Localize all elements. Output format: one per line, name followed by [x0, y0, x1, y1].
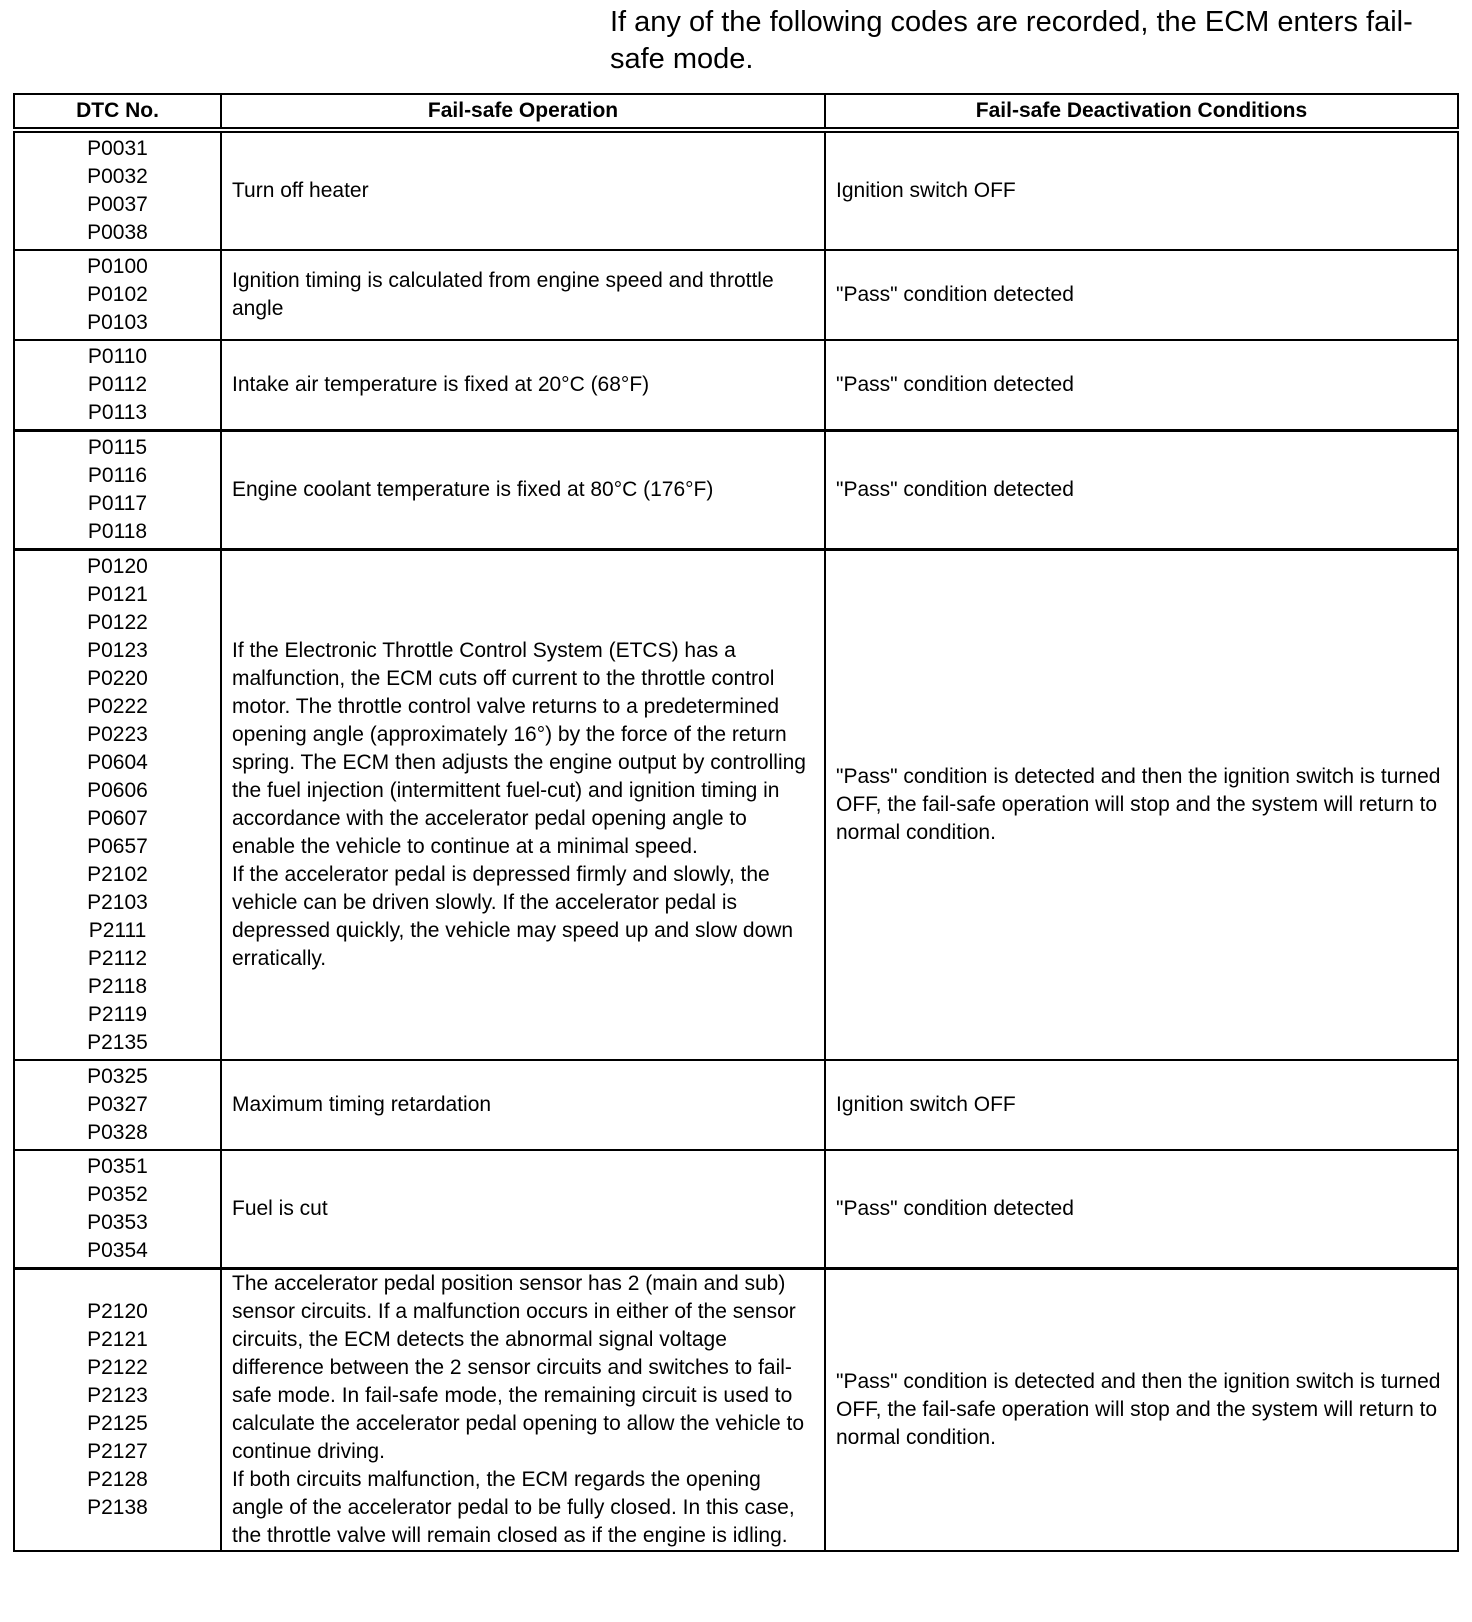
fail-safe-operation-cell — [221, 130, 825, 250]
dtc-code: P0121 — [87, 583, 148, 606]
dtc-code: P2103 — [87, 891, 148, 914]
dtc-code: P0112 — [87, 373, 148, 396]
deactivation-condition-cell: "Pass" condition detected — [825, 1150, 1458, 1269]
dtc-code: P0351 — [87, 1155, 148, 1178]
dtc-code: P0031 — [87, 137, 148, 160]
deactivation-condition-cell: "Pass" condition detected — [825, 250, 1458, 340]
dtc-code: P2122 — [87, 1356, 148, 1379]
dtc-code: P0607 — [87, 807, 148, 830]
operation-paragraph: Turn off heater — [232, 179, 369, 202]
dtc-code: P0037 — [87, 193, 148, 216]
dtc-code: P2138 — [87, 1496, 148, 1519]
dtc-codes-cell — [14, 130, 221, 250]
dtc-codes-cell — [14, 340, 221, 431]
dtc-code: P0223 — [87, 723, 148, 746]
dtc-code: P0328 — [87, 1121, 148, 1144]
operation-paragraph: Ignition timing is calculated from engine speed and throttle angle — [232, 269, 774, 320]
table-row — [14, 1269, 1458, 1552]
operation-paragraph: If the accelerator pedal is depressed firmly and slowly, the vehicle can be driven slowly. If the accelerator pedal is depressed quickly, the vehicle may speed up and slow down erratically. — [232, 863, 794, 970]
dtc-code: P0354 — [87, 1239, 148, 1262]
table-header-row — [14, 94, 1458, 130]
fail-safe-operation-cell — [221, 340, 825, 431]
dtc-codes-cell — [14, 550, 221, 1061]
dtc-code: P2102 — [87, 863, 148, 886]
dtc-codes-cell — [14, 1150, 221, 1269]
dtc-code: P0038 — [87, 221, 148, 244]
dtc-code: P0657 — [87, 835, 148, 858]
dtc-code: P0606 — [87, 779, 148, 802]
dtc-codes-cell — [14, 1269, 221, 1552]
dtc-code: P2121 — [87, 1328, 148, 1351]
operation-paragraph: The accelerator pedal position sensor has 2 (main and sub) sensor circuits. If a malfunction occurs in either of the sensor circuits, the ECM detects the abnormal signal voltage difference between the 2 sensor circuits and switches to fail-safe mode. In fail-safe mode, the remaining circuit is used to calculate the accelerator pedal opening to allow the vehicle to continue driving. — [232, 1272, 805, 1463]
dtc-code: P0222 — [87, 695, 148, 718]
dtc-code: P2128 — [87, 1468, 148, 1491]
table-row — [14, 250, 1458, 340]
dtc-code: P2123 — [87, 1384, 148, 1407]
dtc-code: P0120 — [87, 555, 148, 578]
deactivation-condition-cell: "Pass" condition is detected and then the ignition switch is turned OFF, the fail-safe operation will stop and the system will return to normal condition. — [825, 550, 1458, 1061]
table-row — [14, 431, 1458, 550]
dtc-code: P2135 — [87, 1031, 148, 1054]
dtc-code: P0122 — [87, 611, 148, 634]
dtc-code: P2118 — [87, 975, 148, 998]
dtc-code: P0116 — [87, 464, 148, 487]
dtc-code: P2119 — [87, 1003, 148, 1026]
operation-paragraph: If the Electronic Throttle Control System (ETCS) has a malfunction, the ECM cuts off current to the throttle control motor. The throttle control valve returns to a predetermined opening angle (approximately 16°) by the force of the return spring. The ECM then adjusts the engine output by controlling the fuel injection (intermittent fuel-cut) and ignition timing in accordance with the accelerator pedal opening angle to enable the vehicle to continue at a minimal speed. — [232, 639, 806, 858]
operation-paragraph: Fuel is cut — [232, 1197, 328, 1220]
table-row — [14, 550, 1458, 1061]
dtc-code: P0115 — [87, 436, 148, 459]
deactivation-condition-cell: "Pass" condition detected — [825, 431, 1458, 550]
dtc-code: P2111 — [88, 919, 147, 942]
fail-safe-operation-cell — [221, 1150, 825, 1269]
fail-safe-operation-cell — [221, 1060, 825, 1150]
fail-safe-operation-cell — [221, 250, 825, 340]
dtc-code: P0118 — [87, 520, 148, 543]
operation-paragraph: Intake air temperature is fixed at 20°C (68°F) — [232, 373, 650, 396]
dtc-code: P0325 — [87, 1065, 148, 1088]
deactivation-condition-cell: "Pass" condition is detected and then the ignition switch is turned OFF, the fail-safe operation will stop and the system will return to normal condition. — [825, 1269, 1458, 1552]
dtc-code: P0113 — [87, 401, 148, 424]
deactivation-condition-cell: Ignition switch OFF — [825, 130, 1458, 250]
intro-text: If any of the following codes are recorded, the ECM enters fail-safe mode. — [610, 6, 1413, 75]
operation-paragraph: Maximum timing retardation — [232, 1093, 492, 1116]
table-row — [14, 1150, 1458, 1269]
dtc-codes-cell — [14, 431, 221, 550]
table-row — [14, 340, 1458, 431]
dtc-code: P0220 — [87, 667, 148, 690]
dtc-code: P0032 — [87, 165, 148, 188]
header-deactivation-conditions: Fail-safe Deactivation Conditions — [825, 94, 1458, 130]
table-row — [14, 1060, 1458, 1150]
fail-safe-operation-cell — [221, 431, 825, 550]
dtc-code: P0100 — [87, 255, 148, 278]
table-row — [14, 130, 1458, 250]
header-fail-safe-operation: Fail-safe Operation — [221, 94, 825, 130]
dtc-code: P0102 — [87, 283, 148, 306]
dtc-code: P0604 — [87, 751, 148, 774]
deactivation-condition-cell: "Pass" condition detected — [825, 340, 1458, 431]
operation-paragraph: Engine coolant temperature is fixed at 80°C (176°F) — [232, 478, 714, 501]
dtc-code: P0103 — [87, 311, 148, 334]
dtc-codes-cell — [14, 250, 221, 340]
operation-paragraph: If both circuits malfunction, the ECM regards the opening angle of the accelerator pedal to be fully closed. In this case, the throttle valve will remain closed as if the engine is idling. — [232, 1468, 795, 1547]
dtc-code: P2125 — [87, 1412, 148, 1435]
dtc-code: P0353 — [87, 1211, 148, 1234]
dtc-code: P0117 — [87, 492, 148, 515]
dtc-code: P0352 — [87, 1183, 148, 1206]
fail-safe-operation-cell — [221, 550, 825, 1061]
dtc-code: P2112 — [87, 947, 148, 970]
dtc-code: P0110 — [87, 345, 148, 368]
header-dtc-no: DTC No. — [14, 94, 221, 130]
fail-safe-operation-cell — [221, 1269, 825, 1552]
dtc-code: P2127 — [87, 1440, 148, 1463]
dtc-code: P0327 — [87, 1093, 148, 1116]
dtc-code: P0123 — [87, 639, 148, 662]
deactivation-condition-cell: Ignition switch OFF — [825, 1060, 1458, 1150]
dtc-codes-cell — [14, 1060, 221, 1150]
fail-safe-table — [13, 93, 1459, 1552]
dtc-code: P2120 — [87, 1300, 148, 1323]
